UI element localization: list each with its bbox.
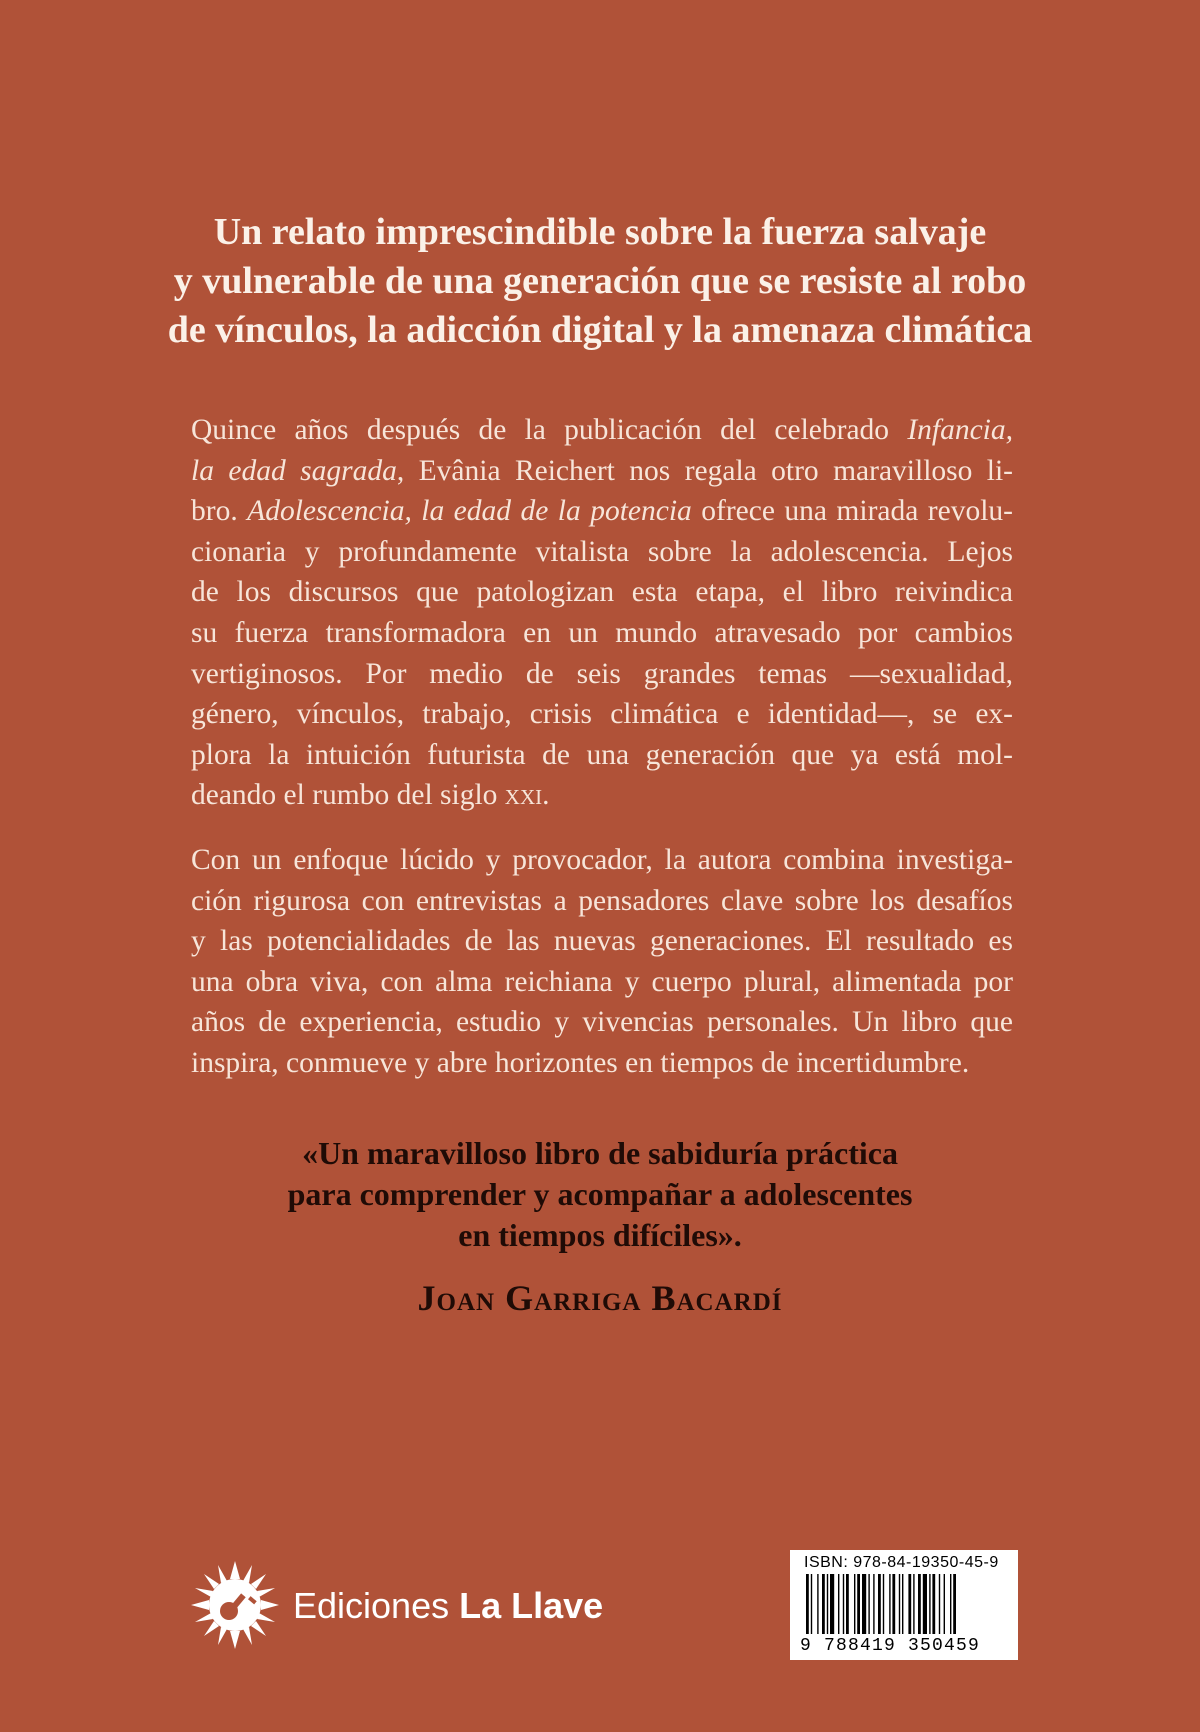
barcode-bar — [878, 1574, 881, 1634]
text-line: plora la intuición futurista de una generación que ya está mol- — [191, 738, 1013, 771]
barcode-bar — [846, 1574, 849, 1634]
sun-key-icon — [185, 1555, 285, 1655]
barcode-bar — [899, 1574, 900, 1634]
headline-line: y vulnerable de una generación que se resiste al robo — [173, 260, 1027, 302]
text-line: deando el rumbo del siglo xxi. — [191, 779, 550, 812]
text-line: inspira, conmueve y abre horizontes en tiempos de incertidumbre. — [191, 1046, 970, 1079]
barcode-bar — [953, 1574, 956, 1634]
barcode-bar — [811, 1574, 812, 1634]
barcode-bar — [838, 1574, 839, 1634]
text-line: su fuerza transformadora en un mundo atravesado por cambios — [191, 616, 1013, 649]
isbn-barcode — [790, 1550, 1018, 1660]
blurb-paragraph-2 — [191, 840, 1013, 1084]
text-line: Quince años después de la publicación del celebrado Infancia, — [191, 414, 1013, 446]
barcode-bar — [929, 1574, 930, 1634]
barcode-bar — [862, 1574, 866, 1634]
publisher-name: Ediciones La Llave — [293, 1585, 604, 1626]
endorsement-quote — [150, 1133, 1050, 1256]
barcode-bar — [827, 1574, 828, 1634]
barcode-bar — [918, 1574, 921, 1634]
barcode-bar — [908, 1574, 911, 1634]
barcode-bar — [873, 1574, 874, 1634]
text-line: y las potencialidades de las nuevas generaciones. El resultado es — [191, 925, 1013, 958]
barcode-bar — [817, 1574, 818, 1634]
headline-line: Un relato imprescindible sobre la fuerza salvaje — [213, 211, 987, 253]
headline-line: de vínculos, la adicción digital y la amenaza climática — [167, 309, 1033, 351]
text-line: género, vínculos, trabajo, crisis climática e identidad—, se ex- — [191, 698, 1013, 731]
text-line: cionaria y profundamente vitalista sobre la adolescencia. Lejos — [191, 535, 1013, 568]
publisher-logo — [185, 1555, 605, 1665]
quote-line: «Un maravilloso libro de sabiduría práctica — [302, 1135, 898, 1171]
barcode-bar — [913, 1574, 914, 1634]
barcode-bar — [843, 1574, 844, 1634]
headline — [120, 208, 1080, 355]
text-line: años de experiencia, estudio y vivencias personales. Un libro que — [191, 1006, 1013, 1039]
text-line: Con un enfoque lúcido y provocador, la autora combina investiga- — [191, 843, 1013, 876]
barcode-bar — [902, 1574, 903, 1634]
barcode-bar — [822, 1574, 825, 1634]
barcode-bar — [950, 1574, 951, 1634]
barcode-bars — [800, 1574, 1008, 1634]
text-line: ción rigurosa con entrevistas a pensadores clave sobre los desafíos — [191, 884, 1013, 917]
quote-author: Joan Garriga Bacardí — [417, 1278, 783, 1318]
barcode-bar — [857, 1574, 860, 1634]
barcode-bar — [923, 1574, 927, 1634]
barcode-bar — [854, 1574, 855, 1634]
barcode-bar — [944, 1574, 945, 1634]
quote-line: para comprender y acompañar a adolescentes — [287, 1176, 913, 1212]
barcode-bar — [830, 1574, 834, 1634]
quote-line: en tiempos difíciles». — [458, 1217, 742, 1253]
text-line: vertiginosos. Por medio de seis grandes temas —sexualidad, — [191, 657, 1013, 690]
isbn-label: ISBN: 978-84-19350-45-9 — [804, 1554, 999, 1571]
barcode-bar — [883, 1574, 884, 1634]
barcode-bar — [892, 1574, 895, 1634]
barcode-digits: 9 788419 350459 — [800, 1636, 981, 1656]
text-line: de los discursos que patologizan esta etapa, el libro reivindica — [191, 576, 1013, 609]
text-line: la edad sagrada, Evânia Reichert nos regala otro maravilloso li- — [191, 454, 1014, 487]
barcode-bar — [806, 1574, 809, 1634]
barcode-bar — [868, 1574, 869, 1634]
text-line: una obra viva, con alma reichiana y cuerpo plural, alimentada por — [191, 965, 1013, 998]
blurb-body — [191, 410, 1013, 1084]
blurb-paragraph-1 — [191, 410, 1013, 816]
barcode-bar — [939, 1574, 940, 1634]
barcode-bar — [932, 1574, 935, 1634]
text-line: bro. Adolescencia, la edad de la potencia ofrece una mirada revolu- — [191, 495, 1013, 528]
barcode-bar — [889, 1574, 890, 1634]
